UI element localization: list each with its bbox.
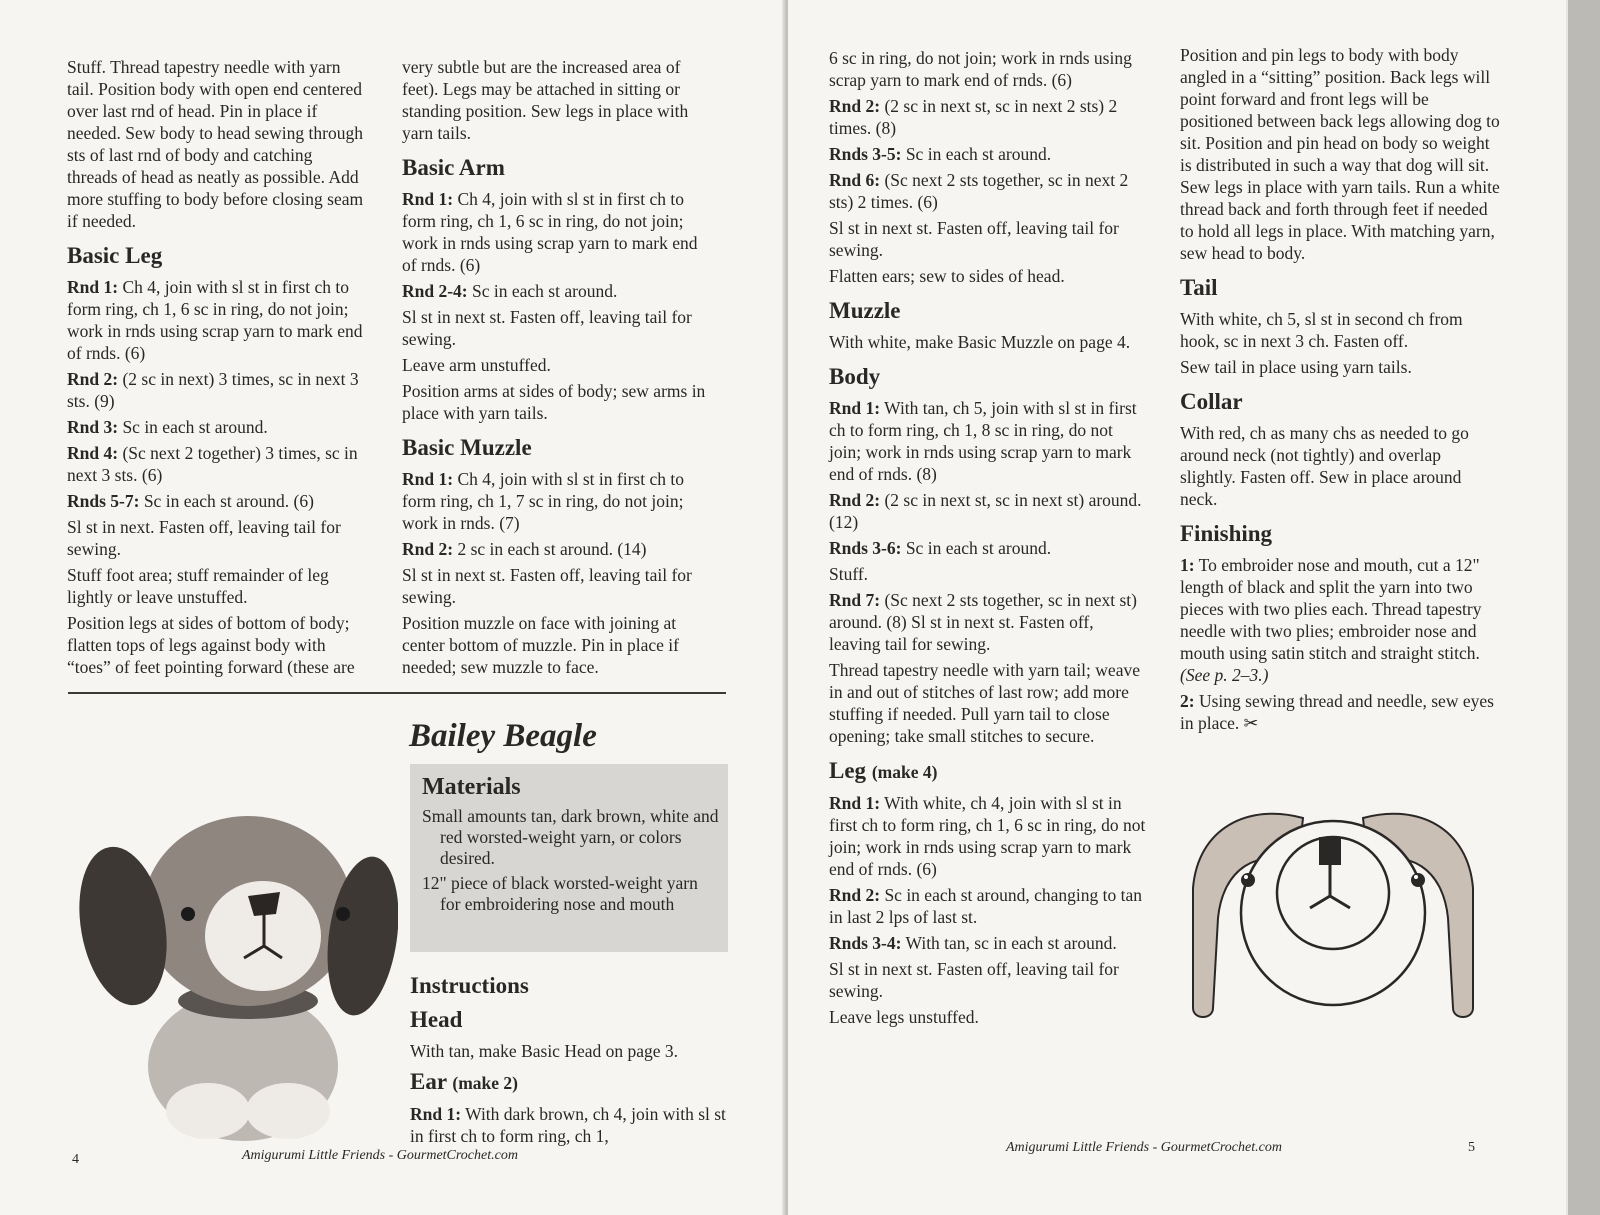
basic-leg-heading: Basic Leg: [67, 243, 163, 268]
leg-rnd-2: Rnd 2: (2 sc in next) 3 times, sc in next 3 sts. (9): [67, 369, 359, 411]
arm-paragraph: Position arms at sides of body; sew arms in place with yarn tails.: [402, 381, 706, 423]
leg-rnds-5-7: Rnds 5-7: Sc in each st around. (6): [67, 491, 314, 511]
right-eye-drawing: [1411, 873, 1425, 887]
head-text: With tan, make Basic Head on page 3.: [410, 1041, 679, 1061]
right-eye: [336, 907, 350, 921]
leg-rnd-3: Rnd 3: Sc in each st around.: [67, 417, 268, 437]
right-column-2: [1180, 44, 1500, 738]
pattern-title: Bailey Beagle: [409, 718, 597, 754]
body-rnd-7: Rnd 7: (Sc next 2 sts together, sc in next st) around. (8) Sl st in next st. Fasten off, leaving tail for sewing.: [829, 590, 1137, 654]
face-diagram: [1188, 808, 1478, 1028]
leg-rnds-3-4: Rnds 3-4: With tan, sc in each st around.: [829, 933, 1117, 953]
ear-rnd-2: Rnd 2: (2 sc in next st, sc in next 2 sts) 2 times. (8): [829, 96, 1118, 138]
head-heading: Head: [410, 1007, 463, 1032]
leg-rnd-1: Rnd 1: With white, ch 4, join with sl st in first ch to form ring, ch 1, 6 sc in ring, do not join; work in rnds using scrap yarn to mark end of rnds. (6): [829, 793, 1146, 879]
left-column-2: [402, 56, 714, 682]
page-edge-highlight: [1566, 0, 1568, 1215]
leg-rnd-1: Rnd 1: Ch 4, join with sl st in first ch to form ring, ch 1, 6 sc in ring, do not join; work in rnds using scrap yarn to mark end of rnds. (6): [67, 277, 363, 363]
materials-item: Small amounts tan, dark brown, white and red worsted-weight yarn, or colors desired.: [422, 806, 719, 868]
materials-box: [410, 764, 728, 952]
collar-heading: Collar: [1180, 389, 1243, 414]
ear-rnd-6: Rnd 6: (Sc next 2 sts together, sc in next 2 sts) 2 times. (6): [829, 170, 1129, 212]
materials-heading: Materials: [422, 774, 521, 800]
footer-left: Amigurumi Little Friends - GourmetCrochet.com: [242, 1148, 518, 1163]
nose-drawing: [1319, 837, 1341, 865]
ear-paragraph: Flatten ears; sew to sides of head.: [829, 266, 1065, 286]
front-foot-right: [246, 1083, 330, 1139]
right-column-1: [829, 47, 1147, 1032]
arm-paragraph: Sl st in next st. Fasten off, leaving tail for sewing.: [402, 307, 692, 349]
left-eye-highlight: [1244, 875, 1248, 879]
muzzle-heading: Muzzle: [829, 298, 901, 323]
leg-rnd-2: Rnd 2: Sc in each st around, changing to tan in last 2 lps of last st.: [829, 885, 1143, 927]
ear-heading: Ear (make 2): [410, 1069, 518, 1094]
arm-paragraph: Leave arm unstuffed.: [402, 355, 551, 375]
left-eye: [181, 907, 195, 921]
ear-paragraph: Sl st in next st. Fasten off, leaving tail for sewing.: [829, 218, 1119, 260]
tail-paragraph: Sew tail in place using yarn tails.: [1180, 357, 1412, 377]
tail-heading: Tail: [1180, 275, 1218, 300]
body-stuff: Stuff.: [829, 564, 869, 584]
leg-rnd-4: Rnd 4: (Sc next 2 together) 3 times, sc in next 3 sts. (6): [67, 443, 358, 485]
leg-paragraph: Stuff foot area; stuff remainder of leg lightly or leave unstuffed.: [67, 565, 329, 607]
ear-rnds-3-5: Rnds 3-5: Sc in each st around.: [829, 144, 1052, 164]
right-page: [788, 0, 1566, 1215]
finishing-heading: Finishing: [1180, 521, 1273, 546]
tail-paragraph: With white, ch 5, sl st in second ch from hook, sc in next 3 ch. Fasten off.: [1180, 309, 1463, 351]
arm-rnd-2-4: Rnd 2-4: Sc in each st around.: [402, 281, 618, 301]
instructions-section: [410, 962, 730, 1151]
body-heading: Body: [829, 364, 881, 389]
finishing-step-2: 2: Using sewing thread and needle, sew eyes in place. ✂: [1180, 691, 1494, 733]
materials-item: 12" piece of black worsted-weight yarn for embroidering nose and mouth: [422, 873, 698, 914]
left-eye-drawing: [1241, 873, 1255, 887]
instructions-heading: Instructions: [410, 973, 529, 998]
section-divider: [68, 692, 726, 694]
leg-paragraph: Position legs at sides of bottom of body; flatten tops of legs against body with “toes” of feet pointing forward (these are: [67, 613, 355, 677]
leg-continued-paragraph: very subtle but are the increased area of feet). Legs may be attached in sitting or standing position. Sew legs in place with yarn tails.: [402, 57, 689, 143]
page-number-right: 5: [1468, 1140, 1475, 1155]
arm-rnd-1: Rnd 1: Ch 4, join with sl st in first ch to form ring, ch 1, 6 sc in ring, do not join; work in rnds using scrap yarn to mark end of rnds. (6): [402, 189, 698, 275]
finishing-step-1: 1: To embroider nose and mouth, cut a 12" length of black and split the yarn into two pieces with two plies each. Thread tapestry needle with two plies; embroider nose and mouth using satin stitch and straight stitch. (See p. 2–3.): [1180, 555, 1482, 685]
ear-continued-paragraph: 6 sc in ring, do not join; work in rnds using scrap yarn to mark end of rnds. (6): [829, 48, 1132, 90]
body-rnd-1: Rnd 1: With tan, ch 5, join with sl st in first ch to form ring, ch 1, 8 sc in ring, do not join; work in rnds using scrap yarn to mark end of rnds. (8): [829, 398, 1137, 484]
assembly-paragraph: Position and pin legs to body with body angled in a “sitting” position. Back legs will point forward and front legs will be positioned between back legs allowing dog to sit. Position and pin head on body so weight is distributed in such a way that dog will sit. Sew legs in place with yarn tails. Run a white thread back and forth through feet if needed to hold all legs in place. With matching yarn, sew head to body.: [1180, 45, 1500, 263]
basic-arm-heading: Basic Arm: [402, 155, 505, 180]
beagle-photo: [68, 796, 398, 1146]
leg-paragraph: Sl st in next st. Fasten off, leaving tail for sewing.: [829, 959, 1119, 1001]
muzzle-text: With white, make Basic Muzzle on page 4.: [829, 332, 1131, 352]
muzzle-rnd-1: Rnd 1: Ch 4, join with sl st in first ch to form ring, ch 1, 7 sc in ring, do not join; work in rnds. (7): [402, 469, 684, 533]
right-eye-highlight: [1414, 875, 1418, 879]
page-edge: [1566, 0, 1600, 1215]
collar-paragraph: With red, ch as many chs as needed to go around neck (not tightly) and overlap slightly. Fasten off. Sew in place around neck.: [1180, 423, 1469, 509]
ear-rnd-1: Rnd 1: With dark brown, ch 4, join with sl st in first ch to form ring, ch 1,: [410, 1104, 726, 1146]
body-rnds-3-6: Rnds 3-6: Sc in each st around.: [829, 538, 1052, 558]
body-finish-paragraph: Stuff. Thread tapestry needle with yarn tail. Position body with open end centered over last rnd of head. Pin in place if needed. Sew body to head sewing through sts of last rnd of body and catching threads of head as neatly as possible. Add more stuffing to body before closing seam if needed.: [67, 57, 364, 231]
body-rnd-2: Rnd 2: (2 sc in next st, sc in next st) around. (12): [829, 490, 1142, 532]
left-column-1: [67, 56, 367, 682]
footer-right: Amigurumi Little Friends - GourmetCrochet.com: [1006, 1140, 1282, 1155]
muzzle-rnd-2: Rnd 2: 2 sc in each st around. (14): [402, 539, 647, 559]
front-foot-left: [166, 1083, 250, 1139]
leg-paragraph: Sl st in next. Fasten off, leaving tail for sewing.: [67, 517, 341, 559]
muzzle-paragraph: Position muzzle on face with joining at center bottom of muzzle. Pin in place if needed; sew muzzle to face.: [402, 613, 679, 677]
basic-muzzle-heading: Basic Muzzle: [402, 435, 532, 460]
left-page: [0, 0, 786, 1215]
page-number-left: 4: [72, 1152, 79, 1167]
leg-heading: Leg (make 4): [829, 758, 938, 783]
muzzle-paragraph: Sl st in next st. Fasten off, leaving tail for sewing.: [402, 565, 692, 607]
leg-paragraph: Leave legs unstuffed.: [829, 1007, 979, 1027]
body-paragraph: Thread tapestry needle with yarn tail; weave in and out of stitches of last row; add more stuffing if needed. Pull yarn tail to close opening; take small stitches to secure.: [829, 660, 1140, 746]
